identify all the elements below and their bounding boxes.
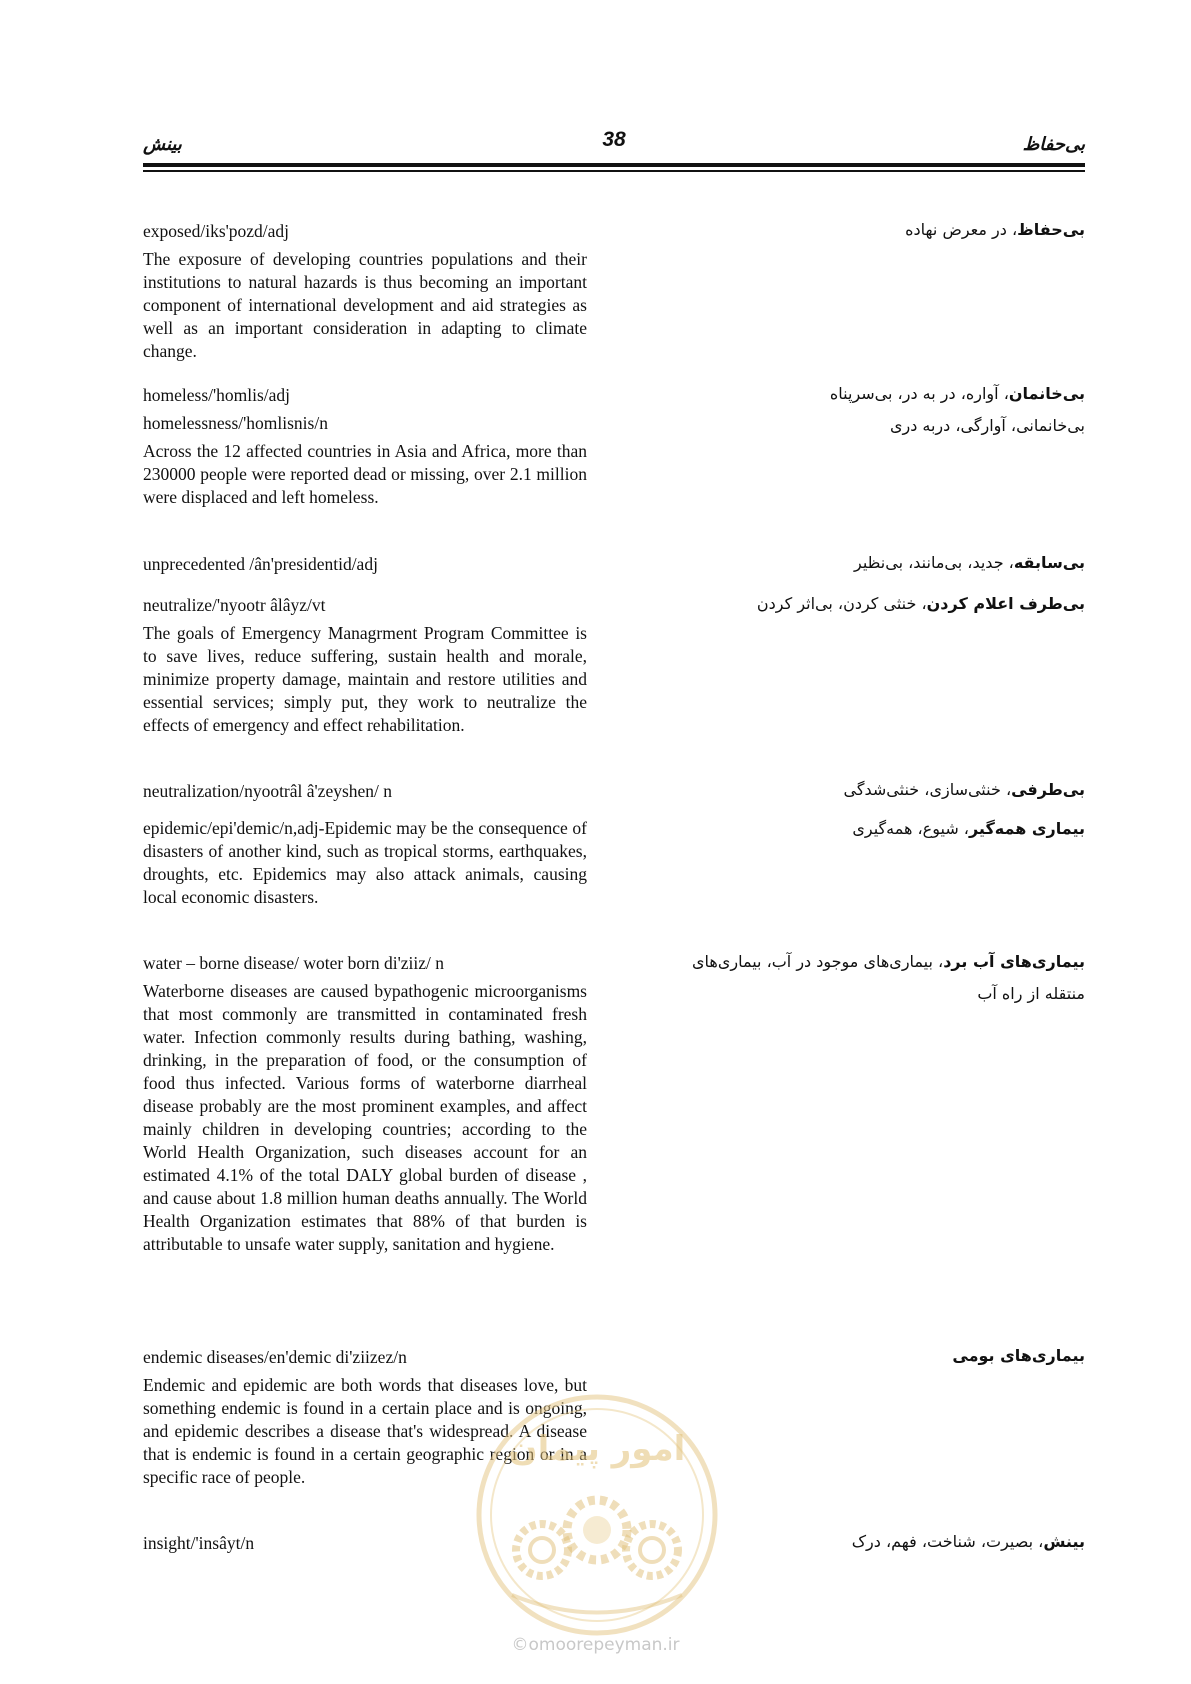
english-column <box>143 1346 587 1489</box>
persian-column <box>615 588 1085 620</box>
english-column <box>143 220 587 363</box>
persian-column <box>615 214 1085 246</box>
header-left-title: بینش <box>143 134 182 155</box>
watermark-site-text: omoorepeyman.ir <box>528 1635 680 1655</box>
persian-term: بینش <box>1043 1532 1085 1551</box>
english-term: insight/'insâyt/n <box>143 1533 255 1553</box>
english-definition: Endemic and epidemic are both words that diseases love, but something endemic is found in a certain place and is ongoing, and epidemic describes a disease that's widespread. A disease that is endemic is found in a certain geographic region or in a specific race of people. <box>143 1375 587 1487</box>
persian-meaning-line2: منتقله از راه آب <box>977 984 1085 1003</box>
english-definition: The exposure of developing countries populations and their institutions to natural hazards is thus becoming an important component of international development and aid strategies as well as an important consideration in adapting to climate change. <box>143 249 587 361</box>
persian-column <box>615 1340 1085 1372</box>
persian-term: بی‌سابقه <box>1013 553 1085 572</box>
watermark-logo-text: امور پیمان <box>508 1429 686 1469</box>
english-term-secondary: homelessness/'homlisnis/n <box>143 413 328 433</box>
english-term: exposed/iks'pozd/adj <box>143 221 290 241</box>
english-definition: The goals of Emergency Managrment Program Committee is to save lives, reduce suffering, sustain health and morale, minimize property damage, maintain and restore utilities and essential services; simply put, they work to neutralize the effects of emergency and effect rehabilitation. <box>143 623 587 735</box>
persian-column <box>615 1526 1085 1558</box>
persian-meaning: ، جدید، بی‌مانند، بی‌نظیر <box>854 553 1014 572</box>
english-column <box>143 553 587 581</box>
persian-meaning: ، شیوع، همه‌گیری <box>852 819 969 838</box>
persian-column <box>615 946 1085 1010</box>
english-column <box>143 384 587 509</box>
english-term: endemic diseases/en'demic di'ziizez/n <box>143 1347 407 1367</box>
page-number: 38 <box>602 128 626 151</box>
english-definition: Across the 12 affected countries in Asia and Africa, more than 230000 people were reported dead or missing, over 2.1 million were displaced and left homeless. <box>143 441 587 507</box>
persian-meaning-line2: بی‌خانمانی، آوارگی، دربه دری <box>889 416 1085 435</box>
persian-term: بی‌خانمان <box>1008 384 1085 403</box>
persian-meaning: ، خنثی‌سازی، خنثی‌شدگی <box>843 780 1012 799</box>
english-column <box>143 1532 587 1560</box>
persian-term: بیماری همه‌گیر <box>968 819 1085 838</box>
header-rule-thick <box>143 163 1085 167</box>
persian-term: بیماری‌های بومی <box>952 1346 1085 1365</box>
persian-column <box>615 813 1085 845</box>
persian-term: بی‌طرفی <box>1011 780 1085 799</box>
persian-column <box>615 547 1085 579</box>
english-column <box>143 817 587 909</box>
english-definition: Waterborne diseases are caused bypathogenic microorganisms that most commonly are transmitted in contaminated fresh water. Infection commonly results during bathing, washing, drinking, in the preparation of food, or the consumption of food thus infected. Various forms of waterborne diarrheal disease probably are the most prominent examples, and affect mainly children in developing countries; according to the World Health Organization, such diseases account for an estimated 4.1% of the total DALY global burden of disease , and cause about 1.8 million human deaths annually. The World Health Organization estimates that 88% of that burden is attributable to unsafe water supply, sanitation and hygiene. <box>143 981 587 1254</box>
english-definition: epidemic/epi'demic/n,adj-Epidemic may be the consequence of disasters of another kind, such as tropical storms, earthquakes, droughts, etc. Epidemics may also attack animals, causing local economic disasters. <box>143 818 587 907</box>
header-right-title: بی‌حفاظ <box>1022 134 1085 155</box>
page-header <box>143 128 1085 168</box>
english-term: homeless/'homlis/adj <box>143 385 291 405</box>
persian-term: بی‌حفاظ <box>1017 220 1085 239</box>
persian-meaning: ، در معرض نهاده <box>905 220 1018 239</box>
persian-term: بیماری‌های آب برد <box>943 952 1085 971</box>
persian-term: بی‌طرف اعلام کردن <box>926 594 1085 613</box>
english-column <box>143 780 587 808</box>
english-term: water – borne disease/ woter born di'ziiz/ n <box>143 953 445 973</box>
english-term: neutralization/nyootrâl â'zeyshen/ n <box>143 781 393 801</box>
watermark-site <box>0 1635 1191 1655</box>
header-rule-thin <box>143 170 1085 172</box>
english-column <box>143 952 587 1256</box>
persian-meaning: ، خنثی کردن، بی‌اثر کردن <box>756 594 927 613</box>
english-term: neutralize/'nyootr âlâyz/vt <box>143 595 326 615</box>
persian-meaning: ، بصیرت، شناخت، فهم، درک <box>851 1532 1044 1551</box>
english-column <box>143 594 587 737</box>
english-term: unprecedented /ân'presidentid/adj <box>143 554 378 574</box>
persian-column <box>615 378 1085 442</box>
copyright-icon: © <box>511 1635 529 1655</box>
persian-meaning: ، آواره، در به در، بی‌سرپناه <box>829 384 1009 403</box>
persian-meaning: ، بیماری‌های موجود در آب، بیماری‌های <box>691 952 944 971</box>
persian-column <box>615 774 1085 806</box>
